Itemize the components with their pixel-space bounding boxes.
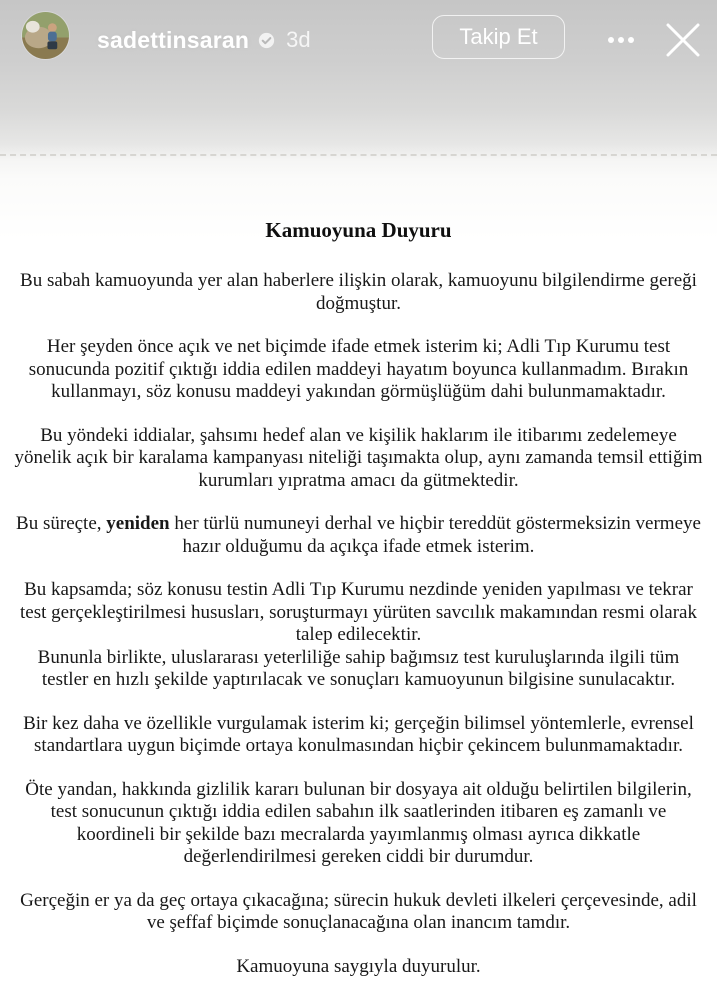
- document-title: Kamuoyuna Duyuru: [265, 218, 452, 242]
- announcement-document: [0, 158, 717, 999]
- paragraph: [14, 513, 703, 558]
- paragraph: Bu kapsamda; söz konusu testin Adli Tıp Kurumu nezdinde yeniden yapılması ve tekrar test gerçekleştirilmesi hususları, soruşturmayı yürüten savcılık makamından resmi olarak talep edilecektir.: [20, 579, 697, 645]
- closing-line: Kamuoyuna saygıyla duyurulur.: [236, 955, 481, 977]
- username[interactable]: sadettinsaran: [97, 26, 250, 53]
- paragraph: Bu sabah kamuoyunda yer alan haberlere ilişkin olarak, kamuoyunu bilgilendirme gereği doğmuştur.: [20, 270, 697, 314]
- paragraph: Bir kez daha ve özellikle vurgulamak isterim ki; gerçeğin bilimsel yöntemlerle, evrensel standartlara uygun biçimde ortaya konulmasından hiçbir çekincem bulunmamaktadır.: [23, 712, 694, 756]
- paragraph: Bununla birlikte, uluslararası yeterliliğe sahip bağımsız test kuruluşlarında ilgili tüm testler en hızlı şekilde yaptırılacak ve sonuçları kamuoyunun bilgisine sunulacaktır.: [37, 646, 680, 690]
- paragraph: Her şeyden önce açık ve net biçimde ifade etmek isterim ki; Adli Tıp Kurumu test sonucunda pozitif çıktığı iddia edilen maddeyi hayatım boyunca kullanmadım. Bırakın kullanmayı, söz konusu maddeyi yakından görmüşlüğüm dahi bulunmamaktadır.: [28, 336, 689, 402]
- dot: [608, 37, 614, 43]
- story-header: [0, 0, 717, 80]
- document-top-edge: [0, 154, 717, 156]
- paragraph: Gerçeğin er ya da geç ortaya çıkacağına; sürecin hukuk devleti ilkeleri çerçevesinde, adil ve şeffaf biçimde sonuçlanacağına olan inancım tamdır.: [20, 889, 697, 933]
- paragraph: Bu yöndeki iddialar, şahsımı hedef alan ve kişilik haklarım ile itibarımı zedelemeye yönelik açık bir karalama kampanyası niteliği taşımakta olup, aynı zamanda temsil ettiğim kurumları yıpratma amacı da gütmektedir.: [14, 424, 703, 491]
- story-timestamp: 3d: [286, 27, 311, 52]
- verified-badge-icon: [258, 32, 275, 49]
- dot: [628, 37, 634, 43]
- user-info: [97, 0, 311, 80]
- dot: [618, 37, 624, 43]
- avatar-photo: [22, 12, 69, 59]
- avatar[interactable]: [22, 12, 69, 59]
- close-icon[interactable]: [655, 8, 711, 72]
- follow-button[interactable]: Takip Et: [432, 15, 565, 59]
- text-segment: her türlü numuneyi derhal ve hiçbir tereddüt göstermeksizin vermeye hazır olduğumu da açıkça ifade etmek isterim.: [169, 513, 701, 557]
- bold-text-segment: yeniden: [106, 513, 170, 534]
- more-options-icon[interactable]: [597, 0, 645, 80]
- paragraph: Öte yandan, hakkında gizlilik kararı bulunan bir dosyaya ait olduğu belirtilen bilgilerin, test sonucunun çıktığı iddia edilen sabahın ilk saatlerinden itibaren eş zamanlı ve koordineli bir şekilde bazı mecralarda yayımlanmış olması ayrıca dikkatle değerlendirilmesi gereken ciddi bir durumdur.: [25, 778, 692, 867]
- text-segment: Bu süreçte,: [16, 513, 107, 534]
